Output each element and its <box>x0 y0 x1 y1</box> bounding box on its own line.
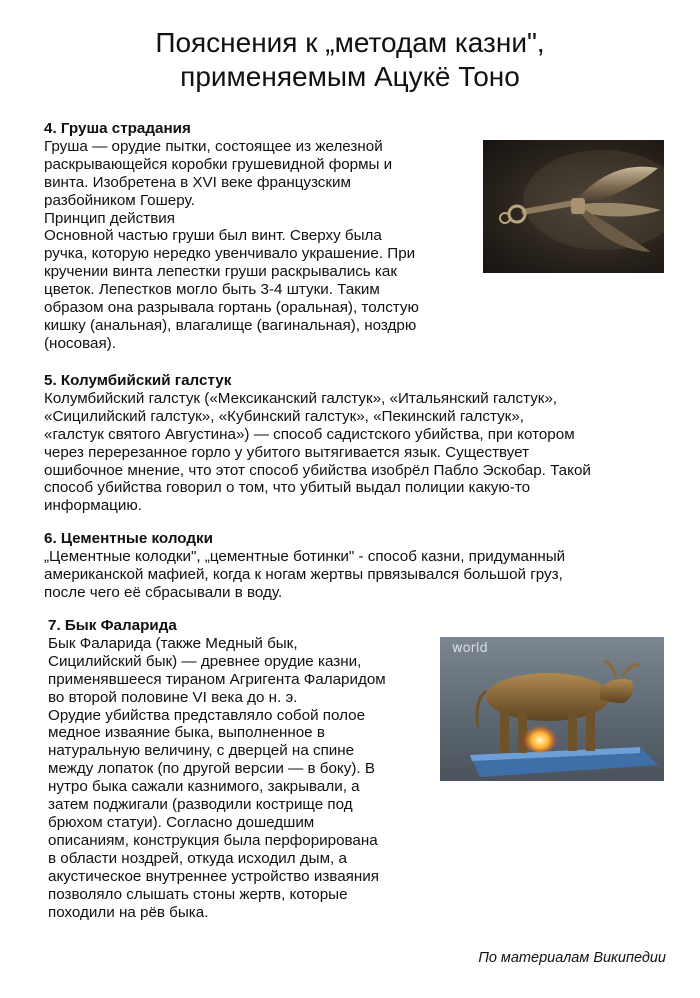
section-heading: 6. Цементные колодки <box>44 530 213 547</box>
text-line: после чего её сбрасывали в воду. <box>44 583 283 601</box>
text-line: американской мафией, когда к ногам жертвы првязывался большой груз, <box>44 565 563 583</box>
text-line: медное изваяние быка, выполненное в <box>48 724 325 742</box>
text-line: «Сицилийский галстук», «Кубинский галстук», «Пекинский галстук», <box>44 407 524 425</box>
text-line: (носовая). <box>44 334 116 352</box>
text-line: раскрывающейся коробки грушевидной формы и <box>44 155 393 173</box>
text-line: Колумбийский галстук («Мексиканский галстук», «Итальянский галстук», <box>44 389 558 407</box>
text-line: „Цементные колодки", „цементные ботинки" - способ казни, придуманный <box>44 547 566 565</box>
text-line: применявшееся тираном Агригента Фаларидом <box>48 670 386 688</box>
text-line: натуральную величину, с дверцей на спине <box>48 742 355 760</box>
text-line: «галстук святого Августина») — способ садистского убийства, при котором <box>44 425 575 443</box>
text-line: разбойником Гошеру. <box>44 191 195 209</box>
text-line: позволяло слышать стоны жертв, которые <box>48 885 348 903</box>
text-line: в области ноздрей, откуда исходил дым, а <box>48 849 347 867</box>
section-body <box>44 548 664 602</box>
text-line: акустическое внутреннее устройство изваяния <box>48 867 379 885</box>
title-line-1: Пояснения к „методам казни", <box>155 27 545 58</box>
section-body <box>48 635 428 922</box>
text-line: Бык Фаларида (также Медный бык, <box>48 634 298 652</box>
text-line: способ убийства говорил о том, что убитый выдал полиции какую-то <box>44 479 531 497</box>
section-heading: 7. Бык Фаларида <box>48 617 177 634</box>
text-line: брюхом статуи). Согласно дошедшим <box>48 813 315 831</box>
title-line-2: применяемым Ацукё Тоно <box>180 61 520 92</box>
brazen-bull-photo <box>440 637 664 781</box>
text-line: кручении винта лепестки груши раскрывались как <box>44 263 397 281</box>
text-line: походили на рёв быка. <box>48 903 209 921</box>
text-line: информацию. <box>44 497 142 515</box>
text-line: Принцип действия <box>44 209 175 227</box>
text-line: образом она разрывала гортань (оральная), толстую <box>44 299 419 317</box>
text-line: ручка, которую нередко увенчивало украшение. При <box>44 245 416 263</box>
section-body <box>44 390 664 515</box>
text-line: кишку (анальная), влагалище (вагинальная), ноздрю <box>44 316 417 334</box>
text-line: через перерезанное горло у убитого вытягивается язык. Существует <box>44 443 530 461</box>
section-body <box>44 138 474 353</box>
section-cement-shoes <box>44 530 664 602</box>
text-line: цветок. Лепестков могло быть 3-4 штуки. Таким <box>44 281 380 299</box>
section-colombian-necktie <box>44 372 664 515</box>
pear-device-illustration <box>483 140 664 273</box>
text-line: ошибочное мнение, что этот способ убийства изобрёл Пабло Эскобар. Такой <box>44 461 591 479</box>
text-line: описаниям, конструкция была перфорирована <box>48 831 378 849</box>
text-line: во второй половине VI века до н. э. <box>48 688 298 706</box>
pear-of-anguish-photo <box>483 140 664 273</box>
page-title <box>0 26 700 94</box>
text-line: Груша — орудие пытки, состоящее из железной <box>44 137 383 155</box>
section-heading: 5. Колумбийский галстук <box>44 372 232 389</box>
text-line: Орудие убийства представляло собой полое <box>48 706 366 724</box>
section-heading: 4. Груша страдания <box>44 120 191 137</box>
bull-statue-illustration <box>440 637 664 781</box>
photo-watermark: world <box>452 641 488 656</box>
text-line: Основной частью груши был винт. Сверху была <box>44 227 382 245</box>
text-line: Сицилийский бык) — древнее орудие казни, <box>48 652 362 670</box>
section-pear-of-anguish <box>44 120 474 353</box>
text-line: нутро быка сажали казнимого, закрывали, а <box>48 778 360 796</box>
section-brazen-bull <box>48 617 428 921</box>
text-line: винта. Изобретена в XVI веке французским <box>44 173 351 191</box>
text-line: затем поджигали (разводили кострище под <box>48 796 353 814</box>
source-credit: По материалам Википедии <box>478 950 666 966</box>
text-line: между лопаток (по другой версии — в боку). В <box>48 760 375 778</box>
